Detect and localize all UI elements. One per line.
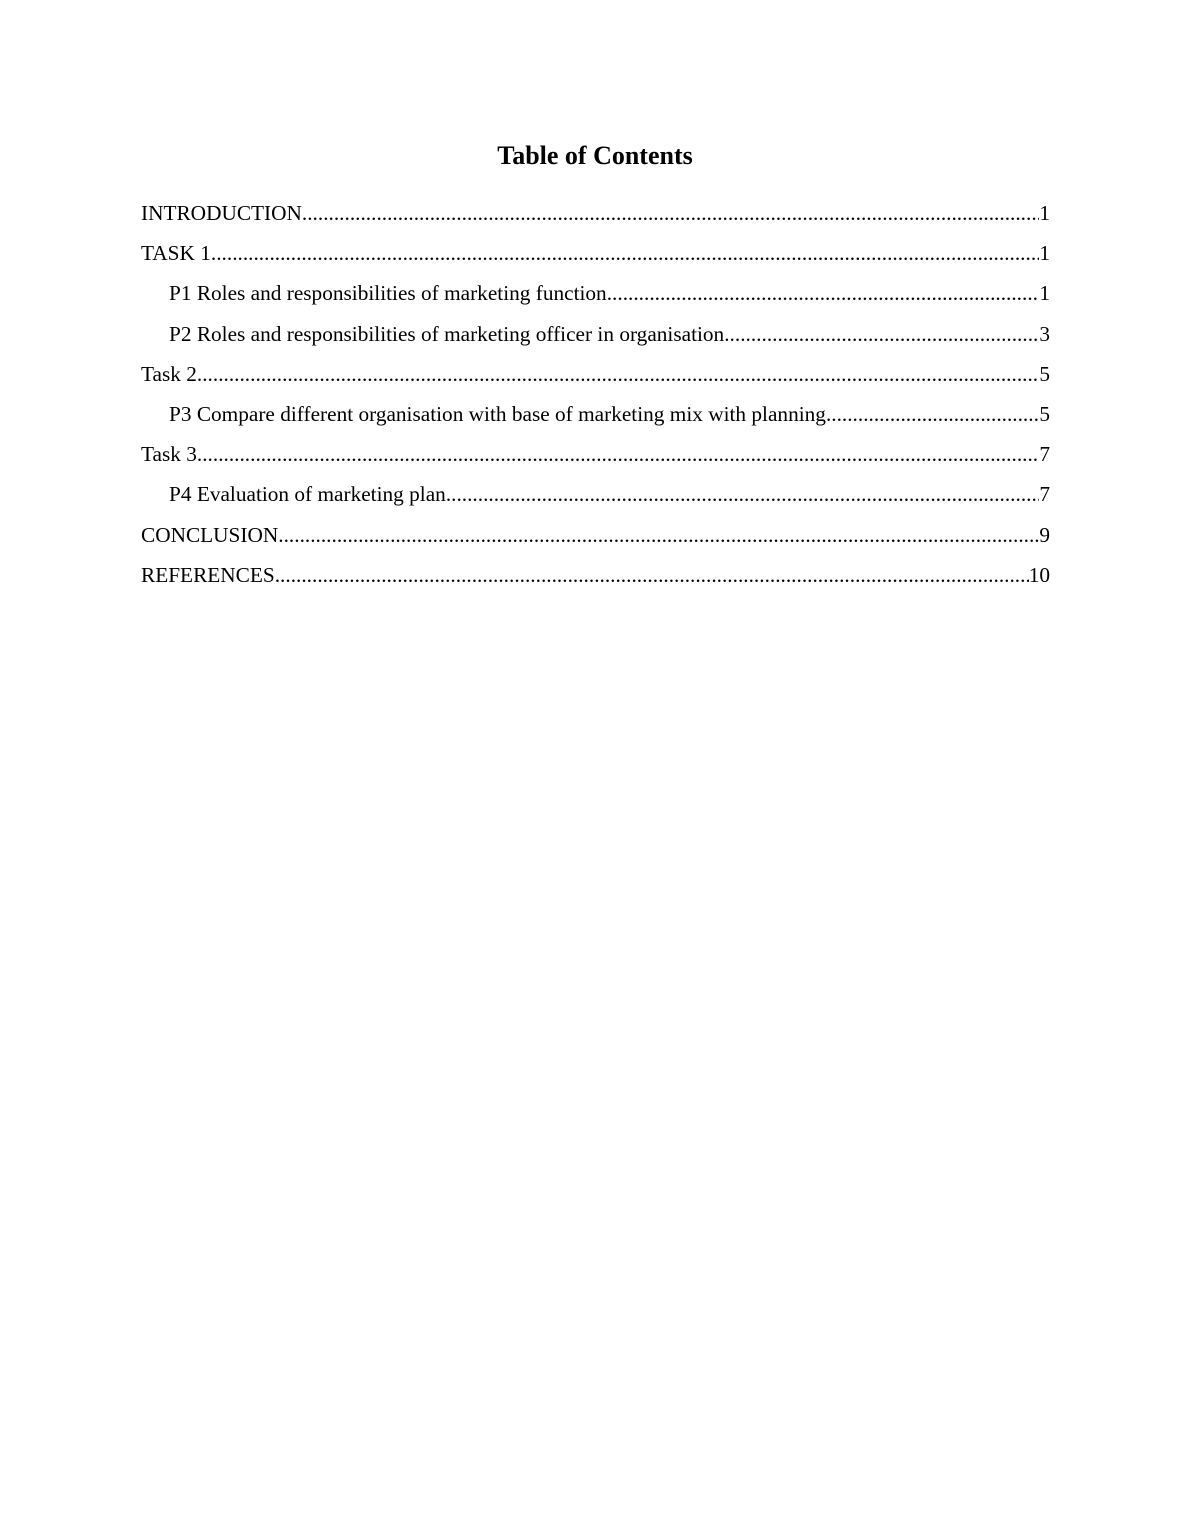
toc-entry-page-number: 1 — [1039, 281, 1050, 306]
toc-dot-leader — [724, 317, 1039, 351]
toc-entry-page-number: 1 — [1039, 241, 1050, 266]
toc-dot-leader — [197, 437, 1039, 471]
toc-dot-leader — [446, 477, 1040, 511]
toc-entry-page-number: 10 — [1028, 562, 1050, 587]
toc-entry-references[interactable] — [141, 558, 1050, 598]
toc-entry-label: INTRODUCTION — [141, 201, 302, 225]
toc-entry-label: CONCLUSION — [141, 522, 279, 547]
toc-dot-leader — [275, 558, 1029, 592]
toc-entry-task-3[interactable] — [141, 437, 1050, 477]
toc-entry-page-number: 3 — [1039, 321, 1050, 346]
toc-entry-page-number: 7 — [1039, 482, 1050, 507]
toc-dot-leader — [197, 357, 1039, 391]
toc-dot-leader — [302, 196, 1039, 230]
toc-entry-task-2[interactable] — [141, 357, 1050, 397]
toc-entry-label: P2 Roles and responsibilities of marketing officer in organisation — [169, 321, 725, 346]
toc-entry-p2[interactable] — [141, 317, 1050, 357]
toc-title: Table of Contents — [497, 141, 693, 170]
toc-entry-label: P4 Evaluation of marketing plan — [169, 482, 446, 507]
toc-entry-p4[interactable] — [141, 477, 1050, 517]
toc-dot-leader — [607, 276, 1040, 310]
toc-entry-p3[interactable] — [141, 397, 1050, 437]
toc-entry-label: P1 Roles and responsibilities of marketing function — [169, 281, 607, 306]
toc-entry-page-number: 5 — [1039, 401, 1050, 426]
toc-entry-label: Task 2 — [141, 361, 197, 386]
toc-entry-label: TASK 1 — [141, 241, 211, 266]
toc-entry-conclusion[interactable] — [141, 518, 1050, 558]
toc-dot-leader — [211, 236, 1039, 270]
toc-entry-label: Task 3 — [141, 442, 197, 467]
toc-dot-leader — [278, 518, 1039, 552]
toc-entry-page-number: 1 — [1039, 201, 1050, 225]
toc-entry-p1[interactable] — [141, 276, 1050, 316]
toc-entry-page-number: 5 — [1039, 361, 1050, 386]
toc-dot-leader — [826, 397, 1039, 431]
toc-entry-page-number: 9 — [1039, 522, 1050, 547]
toc-list — [141, 196, 1050, 598]
toc-entry-label: P3 Compare different organisation with base of marketing mix with planning — [169, 401, 826, 426]
toc-entry-task-1[interactable] — [141, 236, 1050, 276]
toc-entry-introduction[interactable] — [141, 196, 1050, 236]
toc-entry-label: REFERENCES — [141, 562, 275, 587]
toc-entry-page-number: 7 — [1039, 442, 1050, 467]
